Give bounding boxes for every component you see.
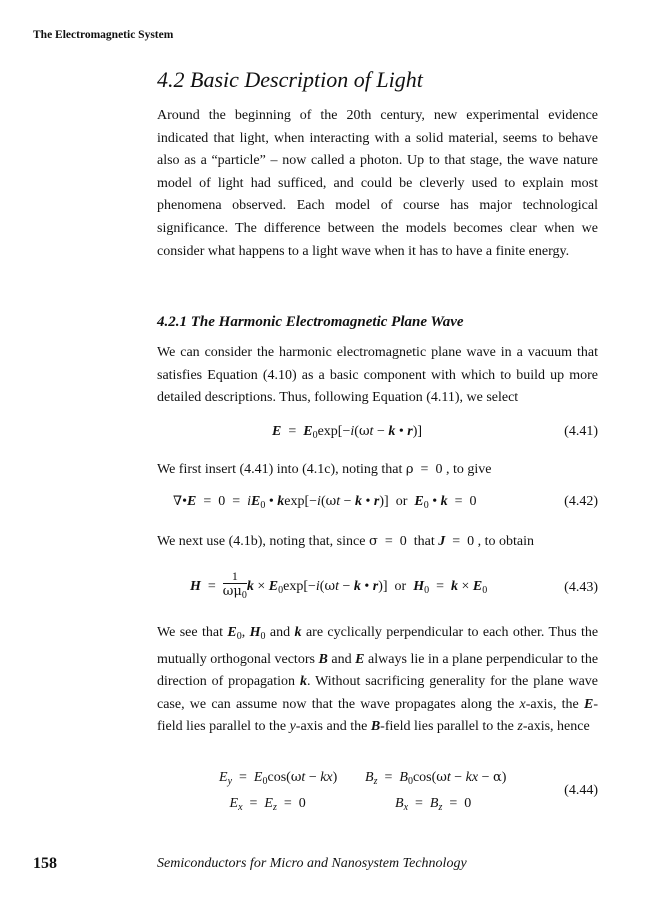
- subsection-paragraph-4: We see that $E_0$, $H_0$ and k are cyclically perpendicular to each other. Thus the mutually orthogonal vectors B and E always lie in a plane perpendicular to the direction of propagation k. Without sacrificing generality for the plane wave case, we can assume now that the wave propagates along the x-axis, the E-field lies parallel to the y-axis and the B-field lies parallel to the z-axis, hence: [157, 625, 599, 735]
- fraction: $\frac{1}{\omega\mu_0}$: [222, 569, 247, 601]
- equation-4-44-Ey: $E_y = E_0\cos(\omega t - kx)$: [219, 770, 338, 787]
- equation-number: (4.42): [564, 494, 598, 509]
- equation-4-41: [157, 422, 598, 450]
- intro-paragraph: Around the beginning of the 20th century, new experimental evidence indicated that light, when interacting with a solid material, seems to behave also as a “particle” – now called a photon. Up to that stage, the wave nature model of light had sufficed, and could be cleverly used to explain most phenomena observed. Each model of course has major technological significance. The difference between the models becomes clear when we consider what happens to a light wave when it has to have a finite energy.: [157, 108, 598, 259]
- book-title: Semiconductors for Micro and Nanosystem Technology: [157, 856, 467, 871]
- equation-4-42-body: ∇•E = $0 = iE_0$ • kexp[−i(ωt − k • r)] or $E_0$ • k = 0: [173, 494, 477, 511]
- running-head: The Electromagnetic System: [33, 29, 174, 41]
- equation-4-44-Bz: $B_z = B_0\cos(\omega t$ − kx − α): [365, 770, 507, 787]
- equation-4-43-body: H = $\frac{1}{\omega\mu_0}$ $k \times E_0\exp[-i(\omega t - k$ • r)] or $H_0 = k \times E_0$: [190, 569, 488, 601]
- subsection-paragraph-2: We first insert (4.41) into (4.1c), noting that ρ = 0 , to give: [157, 462, 492, 477]
- subsection-title: 4.2.1 The Harmonic Electromagnetic Plane Wave: [157, 314, 464, 330]
- equation-4-44-Ex: $E_x = E_z = 0$: [229, 796, 306, 813]
- subsection-paragraph-3: We next use (4.1b), noting that, since σ = 0 that J = 0 , to obtain: [157, 534, 535, 549]
- equation-4-44-Bx: $B_x = B_z = 0$: [395, 796, 472, 813]
- equation-4-44: [157, 768, 598, 818]
- equation-number: (4.44): [564, 783, 598, 798]
- page-number: 158: [33, 855, 57, 872]
- equation-4-43: [157, 568, 598, 608]
- subsection-paragraph-1: We can consider the harmonic electromagnetic plane wave in a vacuum that satisfies Equation (4.10) as a basic component with which to build up more detailed descriptions. Thus, following Equation (4.11), we select: [157, 345, 598, 406]
- equation-4-42: [157, 492, 598, 520]
- equation-4-41-body: $E = E_0\exp[-i(\omega t - k$ • r)]: [272, 424, 423, 441]
- equation-number: (4.43): [564, 580, 598, 595]
- section-title: 4.2 Basic Description of Light: [157, 67, 423, 92]
- equation-number: (4.41): [564, 424, 598, 439]
